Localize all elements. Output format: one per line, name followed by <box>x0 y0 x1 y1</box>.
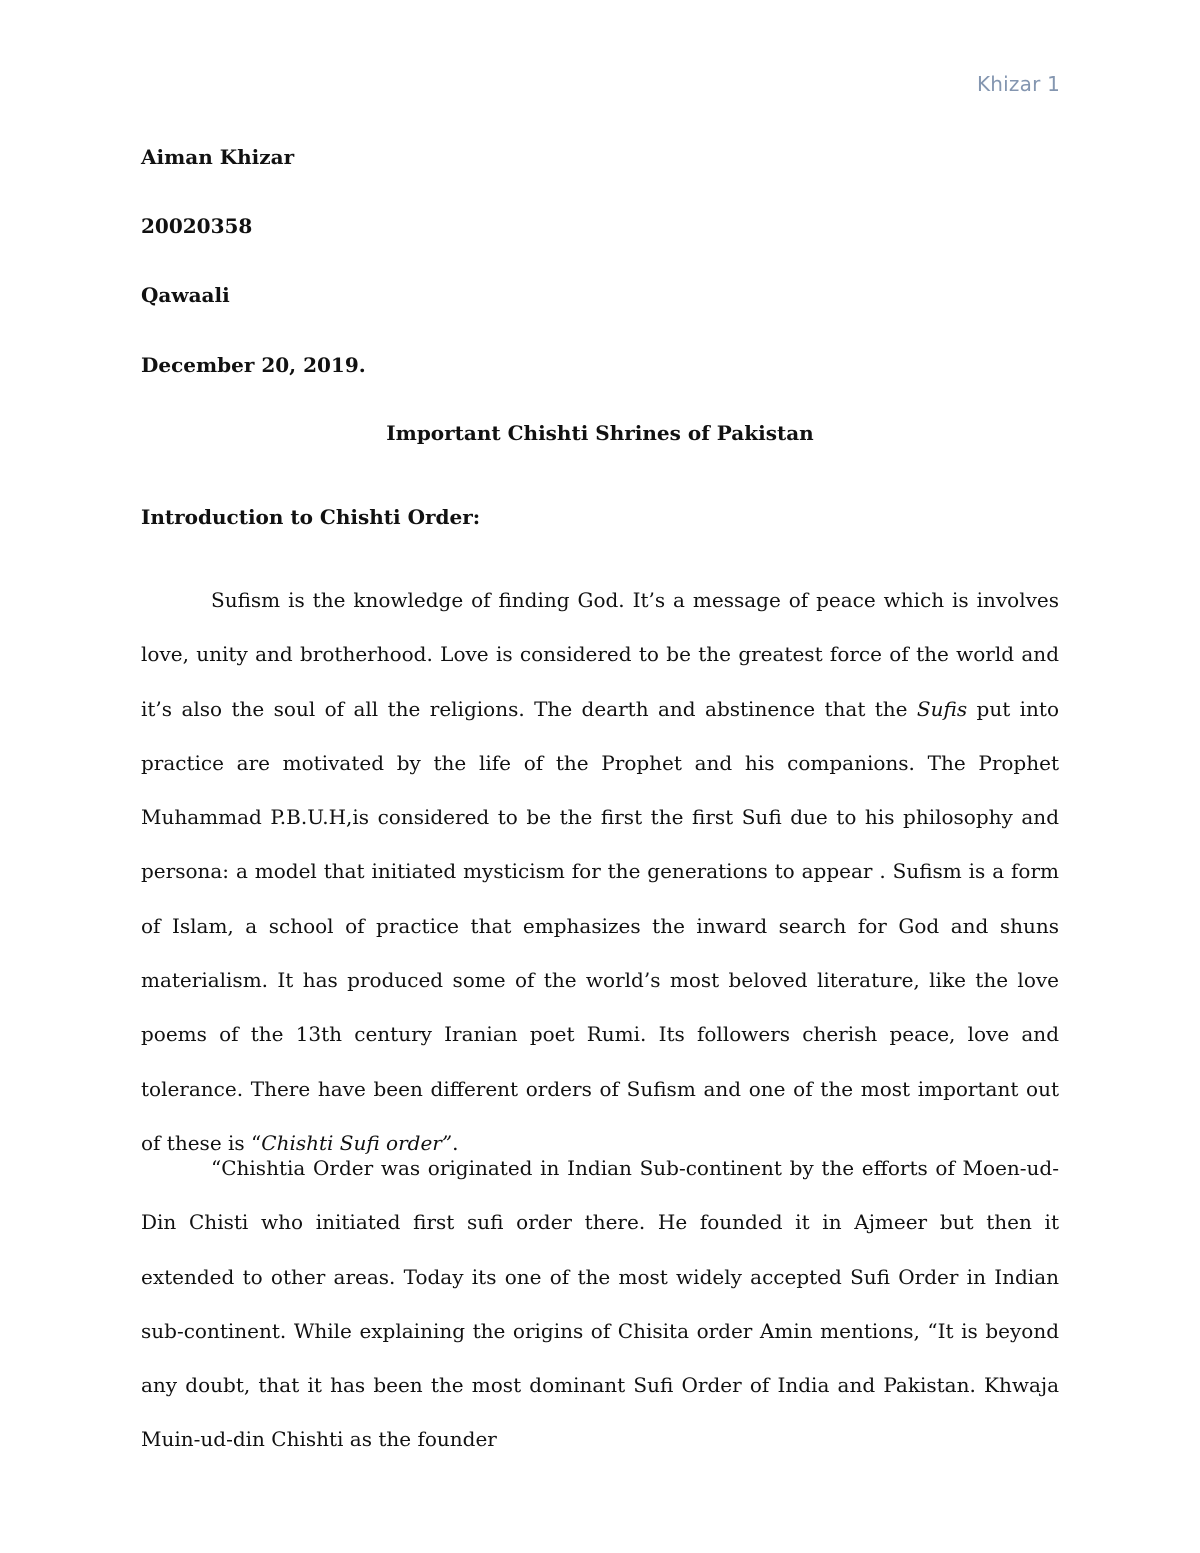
paragraph-1-text-b: put into practice are motivated by the life of the Prophet and his companions. The Prophet Muhammad P.B.U.H,is considered to be the first the first Sufi due to his philosophy and persona: a model that initiated mysticism for the generations to appear . Sufism is a form of Islam, a school of practice that emphasizes the inward search for God and shuns materialism. It has produced some of the world’s most beloved literature, like the love poems of the 13th century Iranian poet Rumi. Its followers cherish peace, love and tolerance. There have been different orders of Sufism and one of the most important out of these is “ <box>141 696 1059 1155</box>
student-id: 20020358 <box>141 214 253 238</box>
student-name: Aiman Khizar <box>141 145 295 169</box>
running-head: Khizar 1 <box>976 72 1060 96</box>
paragraph-1-text-c: . <box>452 1130 459 1155</box>
paragraph-1-text-a: Sufism is the knowledge of finding God. It’s a message of peace which is involves love, unity and brotherhood. Love is considered to be the greatest force of the world and it’s also the soul of all the religions. The dearth and abstinence that the <box>141 588 1059 721</box>
section-heading: Introduction to Chishti Order: <box>141 505 481 529</box>
paragraph-1-italic-order: Chishti Sufi order” <box>261 1130 453 1155</box>
course-name: Qawaali <box>141 283 230 307</box>
body-paragraph-1 <box>141 573 1059 1170</box>
submission-date: December 20, 2019. <box>141 353 366 377</box>
document-title: Important Chishti Shrines of Pakistan <box>386 421 814 445</box>
body-paragraph-2: “Chishtia Order was originated in Indian Sub-continent by the efforts of Moen-ud-Din Chisti who initiated first sufi order there. He founded it in Ajmeer but then it extended to other areas. Today its one of the most widely accepted Sufi Order in Indian sub-continent. While explaining the origins of Chisita order Amin mentions, “It is beyond any doubt, that it has been the most dominant Sufi Order of India and Pakistan. Khwaja Muin-ud-din Chishti as the founder <box>141 1156 1059 1452</box>
paragraph-1-italic-sufis: Sufis <box>916 696 968 721</box>
